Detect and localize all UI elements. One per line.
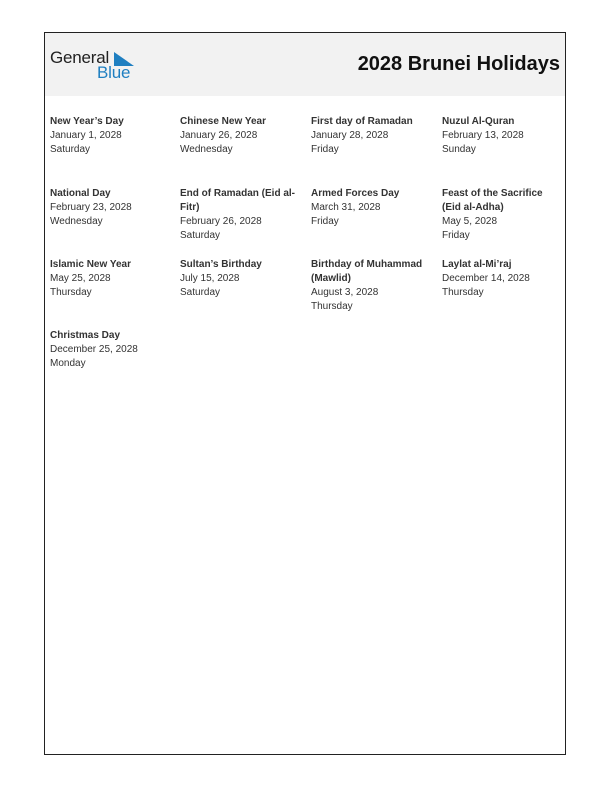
logo-general-text: General (50, 48, 110, 67)
holiday-item (50, 329, 170, 371)
holiday-item (180, 115, 300, 157)
holiday-weekday: Wednesday (180, 144, 233, 155)
holiday-date: March 31, 2028 (311, 202, 381, 213)
holiday-weekday: Saturday (180, 230, 221, 241)
holiday-date: May 25, 2028 (50, 273, 111, 284)
holiday-item (442, 258, 562, 300)
holiday-item (180, 187, 300, 243)
logo-blue-text: Blue (97, 63, 131, 82)
holiday-item (50, 115, 170, 157)
holiday-date: January 1, 2028 (50, 130, 122, 141)
holiday-date: August 3, 2028 (311, 287, 379, 298)
holiday-name: Feast of the Sacrifice (Eid al-Adha) (442, 188, 543, 213)
holiday-weekday: Saturday (180, 287, 221, 298)
holiday-date: December 14, 2028 (442, 273, 530, 284)
holiday-weekday: Wednesday (50, 216, 103, 227)
holiday-date: July 15, 2028 (180, 273, 240, 284)
holiday-date: February 26, 2028 (180, 216, 262, 227)
holiday-name: Christmas Day (50, 330, 121, 341)
holiday-weekday: Thursday (50, 287, 92, 298)
holiday-date: January 26, 2028 (180, 130, 258, 141)
holiday-name: Birthday of Muhammad (Mawlid) (311, 259, 423, 284)
holiday-weekday: Sunday (442, 144, 476, 155)
holiday-name: Islamic New Year (50, 259, 131, 270)
holiday-weekday: Monday (50, 358, 86, 369)
holiday-item (311, 115, 431, 157)
holiday-weekday: Friday (311, 144, 339, 155)
page-title: 2028 Brunei Holidays (357, 53, 560, 75)
holiday-item (442, 115, 562, 157)
holiday-date: May 5, 2028 (442, 216, 498, 227)
holiday-name: Armed Forces Day (311, 188, 400, 199)
holiday-date: January 28, 2028 (311, 130, 389, 141)
holiday-weekday: Thursday (442, 287, 484, 298)
holiday-name: Sultan’s Birthday (180, 259, 262, 270)
holiday-item (442, 187, 562, 243)
holiday-name: Laylat al-Mi’raj (442, 259, 512, 270)
holiday-item (50, 187, 170, 229)
holiday-name: Nuzul Al-Quran (442, 116, 515, 127)
holiday-weekday: Friday (311, 216, 339, 227)
generalblue-logo (50, 48, 140, 82)
holiday-weekday: Friday (442, 230, 470, 241)
holiday-date: December 25, 2028 (50, 344, 138, 355)
calendar-page (44, 32, 566, 755)
holiday-weekday: Thursday (311, 301, 353, 312)
holiday-name: New Year’s Day (50, 116, 124, 127)
holiday-name: End of Ramadan (Eid al-Fitr) (180, 188, 296, 213)
holiday-name: National Day (50, 188, 111, 199)
holiday-weekday: Saturday (50, 144, 91, 155)
holiday-name: Chinese New Year (180, 116, 266, 127)
holiday-item (311, 187, 431, 229)
holiday-item (180, 258, 300, 300)
holiday-date: February 13, 2028 (442, 130, 524, 141)
holiday-item (50, 258, 170, 300)
header-band (45, 33, 565, 96)
holiday-item (311, 258, 431, 314)
holiday-name: First day of Ramadan (311, 116, 413, 127)
holiday-date: February 23, 2028 (50, 202, 132, 213)
